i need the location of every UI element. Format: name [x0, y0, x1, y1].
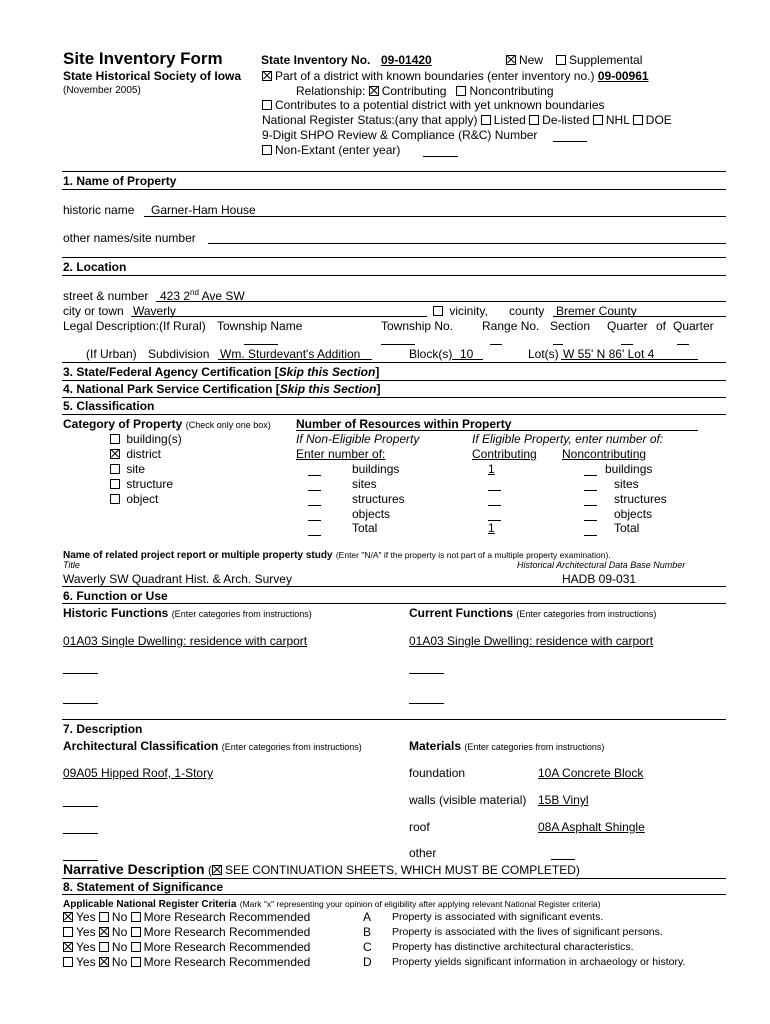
quarter2-input[interactable] [677, 344, 689, 345]
historic-function-1[interactable]: 01A03 Single Dwelling: residence with carport [63, 634, 308, 648]
divider [62, 380, 726, 381]
delisted-checkbox[interactable] [529, 115, 539, 125]
noneligible-objects-input[interactable] [308, 520, 321, 521]
section2-heading: 2. Location [63, 260, 127, 274]
supplemental-option[interactable]: Supplemental [556, 54, 642, 66]
subdivision-label: Subdivision [148, 347, 210, 361]
criterion-c-no-checkbox[interactable] [99, 942, 109, 952]
criterion-d-letter: D [363, 955, 372, 969]
arch-classification-1[interactable]: 09A05 Hipped Roof, 1-Story [63, 766, 214, 780]
walls-value[interactable]: 15B Vinyl [538, 793, 589, 807]
current-function-3-input[interactable] [409, 703, 444, 704]
township-name-label: Township Name [217, 319, 303, 333]
nhl-checkbox[interactable] [593, 115, 603, 125]
section8-heading: 8. Statement of Significance [63, 880, 224, 894]
legal-description-label: Legal Description:(If Rural) [63, 319, 206, 333]
district-part-checkbox[interactable] [262, 71, 272, 81]
doe-checkbox[interactable] [633, 115, 643, 125]
divider [62, 397, 726, 398]
noncontributing-total-input[interactable] [584, 535, 597, 536]
row-label-objects-2: objects [614, 507, 653, 521]
divider [62, 586, 726, 587]
category-district-checkbox[interactable] [110, 449, 120, 459]
nonextant-checkbox[interactable] [262, 145, 272, 155]
lots-label: Lot(s) [528, 347, 559, 361]
row-label-structures: structures [352, 492, 405, 506]
category-structure-option[interactable]: structure [110, 478, 173, 490]
quarter-label: Quarter [607, 319, 648, 333]
form-title: Site Inventory Form [63, 49, 223, 68]
materials-label: Materials (Enter categories from instructions) [409, 739, 605, 753]
criterion-c-letter: C [363, 940, 372, 954]
criteria-label: Applicable National Register Criteria (Mark "x" representing your opinion of eligibility after applying relevant National Register criteria) [63, 899, 601, 910]
other-names-label: other names/site number [63, 231, 196, 245]
row-label-buildings-2: buildings [605, 462, 653, 476]
district-inventory-no[interactable]: 09-00961 [597, 69, 649, 83]
contributing-buildings-value[interactable]: 1 [488, 462, 495, 476]
noncontributing-buildings-input[interactable] [584, 475, 597, 476]
subdivision-line [218, 359, 372, 360]
shpo-label: 9-Digit SHPO Review & Compliance (R&C) Number [262, 128, 538, 142]
non-eligible-label: If Non-Eligible Property [296, 432, 420, 446]
contributing-checkbox[interactable] [369, 86, 379, 96]
section-input[interactable] [553, 344, 563, 345]
vicinity-checkbox[interactable] [433, 306, 443, 316]
title-label: Title [63, 560, 80, 570]
city-value[interactable]: Waverly [133, 304, 176, 318]
related-study-label: Name of related project report or multiple property study (Enter "N/A" if the property is not part of a multiple property examination). [63, 550, 611, 561]
other-material-label: other [409, 846, 437, 860]
hadb-value[interactable]: HADB 09-031 [562, 572, 637, 586]
criterion-d-no-checkbox[interactable] [99, 957, 109, 967]
hadb-label: Historical Architectural Data Base Number [517, 560, 686, 570]
noncontributing-objects-input[interactable] [584, 520, 597, 521]
arch-classification-2-input[interactable] [63, 806, 98, 807]
section3-heading: 3. State/Federal Agency Certification [Skip this Section] [63, 365, 380, 379]
historic-function-2-input[interactable] [63, 673, 98, 674]
resources-label: Number of Resources within Property [296, 417, 512, 431]
divider [62, 603, 726, 604]
lots-line [561, 359, 698, 360]
historic-name-value[interactable]: Garner-Ham House [151, 203, 256, 217]
roof-label: roof [409, 820, 430, 834]
new-option[interactable]: New [506, 54, 543, 66]
criterion-b-more-checkbox[interactable] [131, 927, 141, 937]
nonextant-option[interactable]: Non-Extant (enter year) [262, 144, 400, 156]
narrative-row: Narrative Description ( SEE CONTINUATION SHEETS, WHICH MUST BE COMPLETED) [63, 861, 580, 877]
current-function-2-input[interactable] [409, 673, 444, 674]
criterion-d-row: Yes No More Research Recommended [63, 956, 310, 968]
street-label: street & number [63, 289, 149, 303]
criterion-a-yes-checkbox[interactable] [63, 912, 73, 922]
historic-name-label: historic name [63, 203, 135, 217]
divider [62, 257, 726, 258]
criterion-d-text: Property yields significant information in archaeology or history. [392, 956, 686, 968]
township-no-label: Township No. [381, 319, 454, 333]
other-material-input[interactable] [551, 859, 575, 860]
form-date: (November 2005) [63, 85, 141, 96]
current-functions-label: Current Functions (Enter categories from instructions) [409, 606, 657, 620]
criterion-a-letter: A [363, 910, 372, 924]
subdivision-value[interactable]: Wm. Sturdevant's Addition [220, 347, 361, 361]
criterion-b-text: Property is associated with the lives of significant persons. [392, 926, 663, 938]
criterion-d-more-checkbox[interactable] [131, 957, 141, 967]
township-name-input[interactable] [244, 344, 278, 345]
criterion-c-yes-checkbox[interactable] [63, 942, 73, 952]
quarter-input[interactable] [621, 344, 633, 345]
criterion-a-row: Yes No More Research Recommended [63, 911, 310, 923]
row-label-total-2: Total [614, 521, 640, 535]
lots-value[interactable]: W 55' N 86' Lot 4 [563, 347, 655, 361]
county-label: county [509, 304, 545, 318]
noneligible-buildings-input[interactable] [308, 475, 321, 476]
contributing-col-label: Contributing [472, 447, 537, 461]
blocks-label: Block(s) [409, 347, 453, 361]
listed-checkbox[interactable] [481, 115, 491, 125]
category-structure-checkbox[interactable] [110, 479, 120, 489]
divider [62, 362, 726, 363]
urban-label: (If Urban) [86, 347, 137, 361]
row-label-total: Total [352, 521, 378, 535]
relationship-row: Relationship: Contributing Noncontributing [296, 84, 554, 98]
resources-underline [296, 430, 698, 431]
divider [62, 171, 726, 172]
divider [62, 878, 726, 879]
section5-heading: 5. Classification [63, 399, 155, 413]
street-line [156, 301, 726, 302]
category-site-checkbox[interactable] [110, 464, 120, 474]
category-object-option[interactable]: object [110, 493, 158, 505]
criterion-a-more-checkbox[interactable] [131, 912, 141, 922]
section-label: Section [550, 319, 591, 333]
category-district-option[interactable]: district [110, 448, 161, 460]
county-line [553, 316, 726, 317]
section1-heading: 1. Name of Property [63, 174, 177, 188]
foundation-value[interactable]: 10A Concrete Block [538, 766, 644, 780]
arch-classification-label: Architectural Classification (Enter categories from instructions) [63, 739, 362, 753]
noneligible-total-input[interactable] [308, 535, 321, 536]
divider [62, 275, 726, 276]
divider [62, 719, 726, 720]
nonextant-year-input[interactable] [423, 156, 458, 157]
city-label: city or town [63, 304, 124, 318]
category-label: Category of Property (Check only one box) [63, 417, 271, 431]
range-no-label: Range No. [482, 319, 540, 333]
nr-status-row: National Register Status:(any that apply) Listed De-listed NHL DOE [262, 113, 672, 127]
section4-heading: 4. National Park Service Certification [Skip this Section] [63, 382, 381, 396]
criterion-b-row: Yes No More Research Recommended [63, 926, 310, 938]
criterion-c-row: Yes No More Research Recommended [63, 941, 310, 953]
noneligible-sites-input[interactable] [308, 490, 321, 491]
district-part-option[interactable]: Part of a district with known boundaries (enter inventory no.) 09-00961 [262, 70, 649, 82]
vicinity-option[interactable]: vicinity, [433, 305, 488, 317]
contributes-checkbox[interactable] [262, 100, 272, 110]
related-title-value[interactable]: Waverly SW Quadrant Hist. & Arch. Survey [63, 572, 292, 586]
supplemental-checkbox[interactable] [556, 55, 566, 65]
category-site-option[interactable]: site [110, 463, 145, 475]
noneligible-structures-input[interactable] [308, 505, 321, 506]
county-value[interactable]: Bremer County [556, 304, 637, 318]
section6-heading: 6. Function or Use [63, 589, 168, 603]
arch-classification-3-input[interactable] [63, 833, 98, 834]
row-label-sites-2: sites [614, 477, 639, 491]
shpo-input[interactable] [553, 141, 587, 142]
foundation-label: foundation [409, 766, 466, 780]
township-no-input[interactable] [381, 344, 415, 345]
org-name: State Historical Society of Iowa [63, 69, 242, 83]
street-value[interactable]: 423 2nd Ave SW [160, 288, 245, 303]
category-building-option[interactable]: building(s) [110, 433, 182, 445]
current-function-1[interactable]: 01A03 Single Dwelling: residence with carport [409, 634, 654, 648]
category-building-checkbox[interactable] [110, 434, 120, 444]
contributing-total-value[interactable]: 1 [488, 521, 495, 535]
criterion-d-yes-checkbox[interactable] [63, 957, 73, 967]
divider [62, 894, 726, 895]
eligible-label: If Eligible Property, enter number of: [472, 432, 664, 446]
divider [62, 189, 726, 190]
row-label-structures-2: structures [614, 492, 667, 506]
new-checkbox[interactable] [506, 55, 516, 65]
noncontributing-checkbox[interactable] [456, 86, 466, 96]
walls-label: walls (visible material) [409, 793, 527, 807]
noncontributing-sites-input[interactable] [584, 490, 597, 491]
historic-functions-label: Historic Functions (Enter categories from instructions) [63, 606, 312, 620]
criterion-a-no-checkbox[interactable] [99, 912, 109, 922]
range-no-input[interactable] [490, 344, 502, 345]
roof-value[interactable]: 08A Asphalt Shingle [538, 820, 645, 834]
noncontributing-structures-input[interactable] [584, 505, 597, 506]
row-label-objects: objects [352, 507, 391, 521]
row-label-sites: sites [352, 477, 377, 491]
other-names-input[interactable] [208, 243, 726, 244]
criterion-b-yes-checkbox[interactable] [63, 927, 73, 937]
category-object-checkbox[interactable] [110, 494, 120, 504]
blocks-value[interactable]: 10 [460, 347, 474, 361]
of-label: of [656, 319, 667, 333]
noncontributing-col-label: Noncontributing [562, 447, 647, 461]
contributing-structures-input[interactable] [488, 505, 501, 506]
historic-name-line [144, 216, 726, 217]
quarter2-label: Quarter [673, 319, 714, 333]
divider [62, 414, 726, 415]
criterion-c-text: Property has distinctive architectural characteristics. [392, 941, 634, 953]
inventory-no-label: State Inventory No. [261, 53, 371, 67]
blocks-line [452, 359, 483, 360]
city-line [131, 316, 427, 317]
enter-number-label: Enter number of: [296, 447, 386, 461]
contributing-sites-input[interactable] [488, 490, 501, 491]
narrative-checkbox[interactable] [212, 865, 222, 875]
row-label-buildings: buildings [352, 462, 400, 476]
criterion-c-more-checkbox[interactable] [131, 942, 141, 952]
inventory-no[interactable]: 09-01420 [381, 53, 432, 67]
contributes-option[interactable]: Contributes to a potential district with yet unknown boundaries [262, 99, 605, 111]
criterion-a-text: Property is associated with significant events. [392, 911, 604, 923]
historic-function-3-input[interactable] [63, 703, 98, 704]
criterion-b-no-checkbox[interactable] [99, 927, 109, 937]
section7-heading: 7. Description [63, 722, 143, 736]
criterion-b-letter: B [363, 925, 372, 939]
